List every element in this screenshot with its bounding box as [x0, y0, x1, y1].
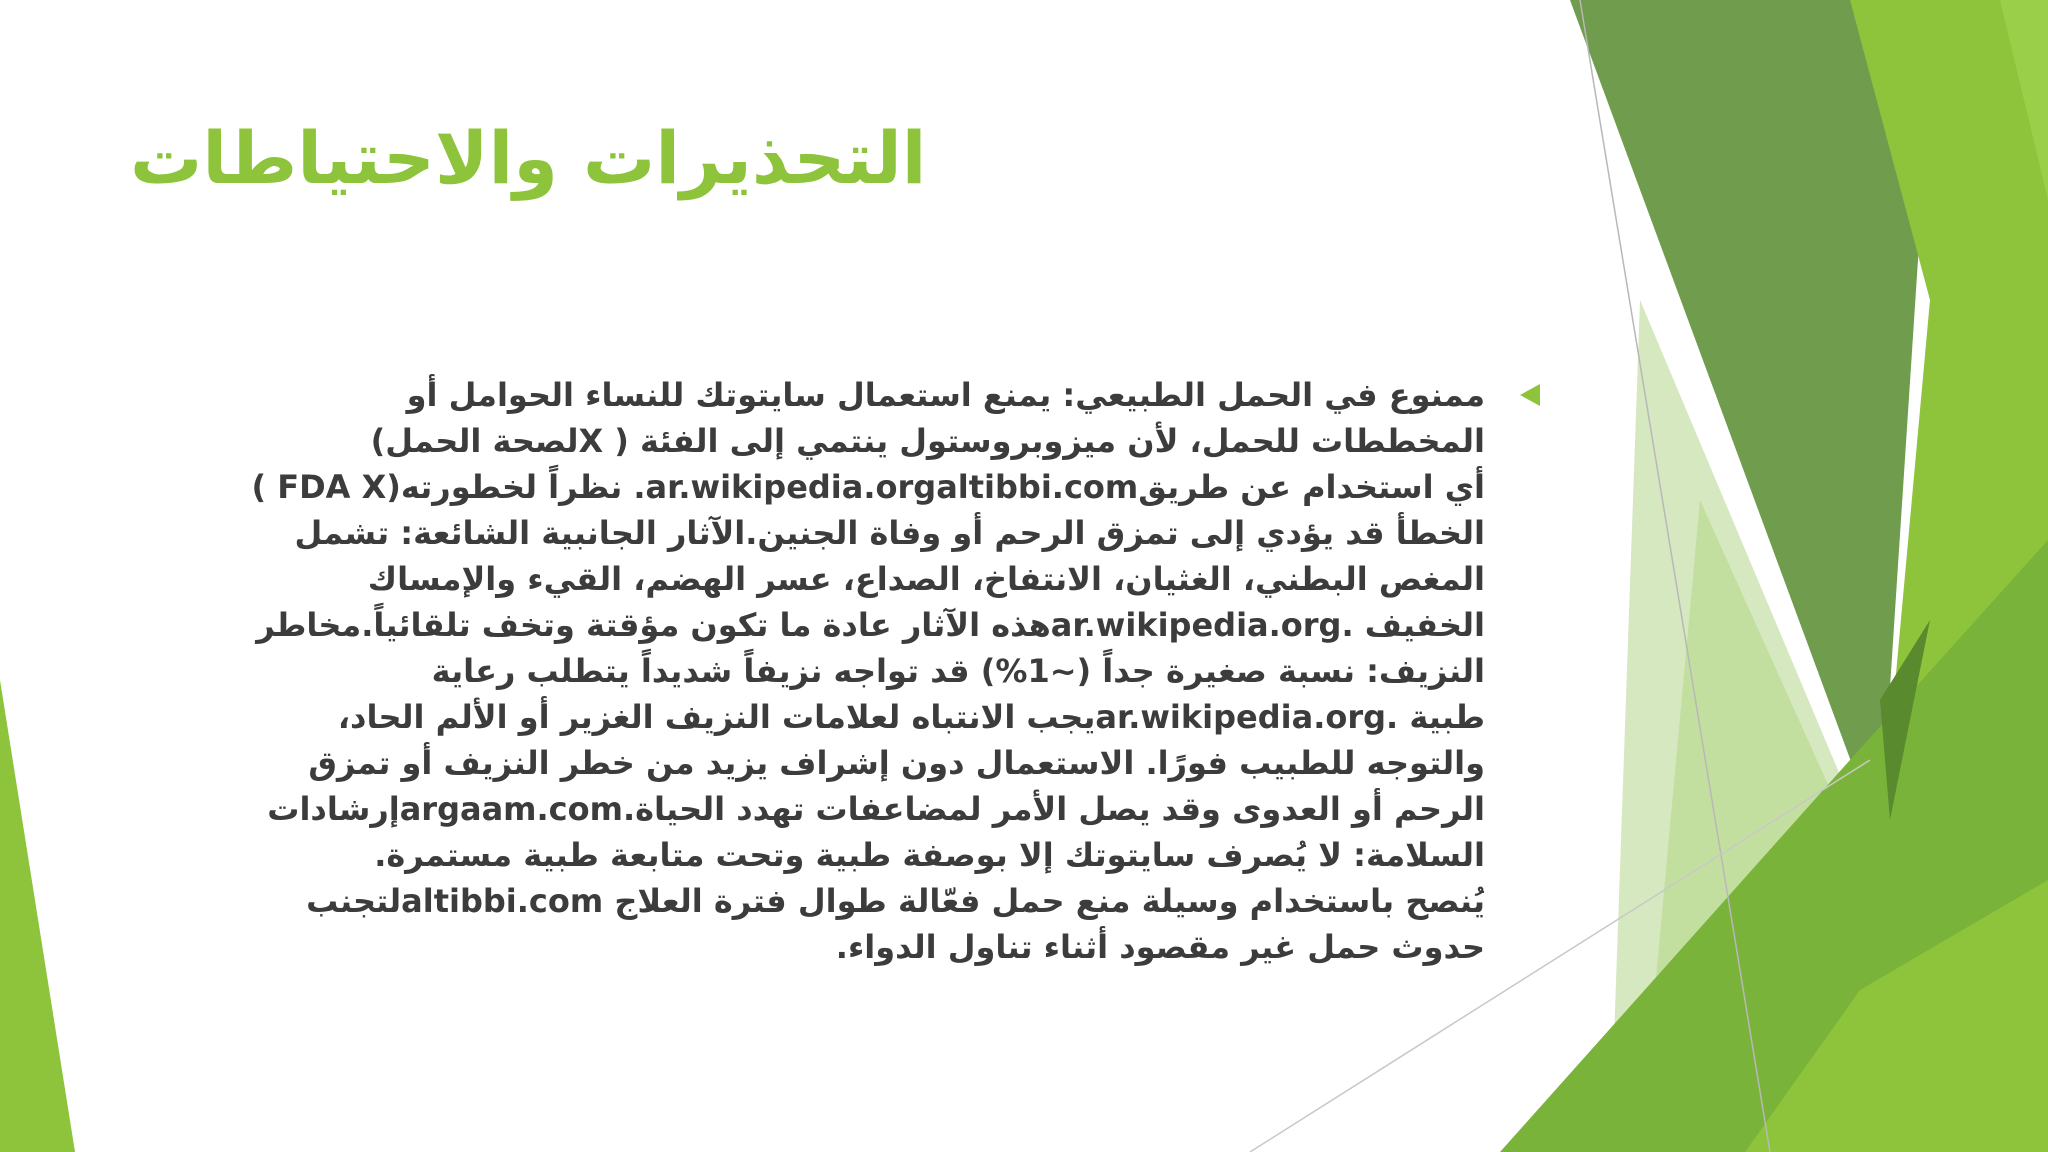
- triangle-bullet-icon: [1520, 384, 1540, 406]
- body-line: حدوث حمل غير مقصود أثناء تناول الدواء.: [835, 928, 1485, 966]
- body-line: المغص البطني، الغثيان، الانتفاخ، الصداع، عسر الهضم، القيء والإمساك: [367, 560, 1485, 598]
- slide-title: التحذيرات والاحتياطات: [130, 116, 927, 200]
- body-line: ( FDA X)نظراً لخطورته .ar.wikipedia.orgaltibbi.comأي استخدام عن طريق: [251, 468, 1485, 506]
- body-line: الخفيف .ar.wikipedia.orgهذه الآثار عادة ما تكون مؤقتة وتخف تلقائياً.مخاطر: [256, 606, 1485, 644]
- body-line: الرحم أو العدوى وقد يصل الأمر لمضاعفات تهدد الحياة.argaam.comإرشادات: [267, 790, 1485, 828]
- body-line: ممنوع في الحمل الطبيعي: يمنع استعمال سايتوتك للنساء الحوامل أو: [406, 376, 1485, 414]
- body-line: يُنصح باستخدام وسيلة منع حمل فعّالة طوال فترة العلاج altibbi.comلتجنب: [306, 882, 1485, 920]
- body-line: الخطأ قد يؤدي إلى تمزق الرحم أو وفاة الجنين.الآثار الجانبية الشائعة: تشمل: [294, 514, 1485, 552]
- title-container: [130, 108, 926, 208]
- body-line: السلامة: لا يُصرف سايتوتك إلا بوصفة طبية وتحت متابعة طبية مستمرة.: [374, 836, 1485, 874]
- bullet-body-text: [130, 372, 1485, 970]
- body-line: النزيف: نسبة صغيرة جداً (~1%) قد تواجه نزيفاً شديداً يتطلب رعاية: [431, 652, 1485, 690]
- left-green-shard: [0, 680, 75, 1152]
- body-line: المخططات للحمل، لأن ميزوبروستول ينتمي إلى الفئة ( Xلصحة الحمل): [370, 422, 1485, 460]
- body-line: طبية .ar.wikipedia.orgيجب الانتباه لعلامات النزيف الغزير أو الألم الحاد،: [337, 698, 1485, 736]
- body-line: والتوجه للطبيب فورًا. الاستعمال دون إشراف يزيد من خطر النزيف أو تمزق: [308, 744, 1485, 782]
